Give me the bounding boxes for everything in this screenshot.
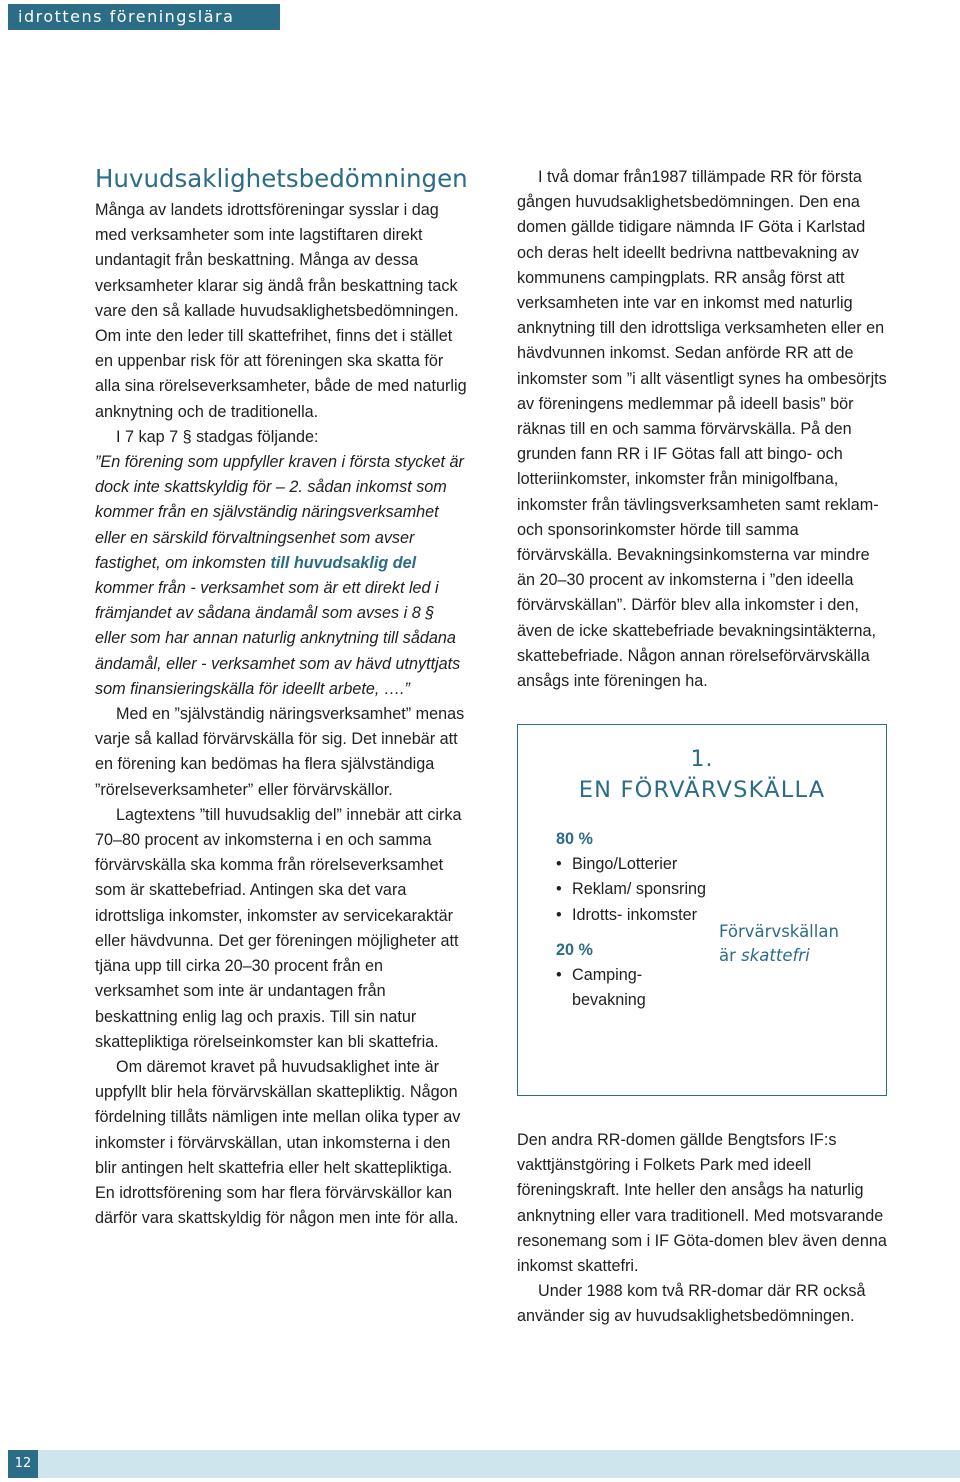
law-quote-part-b: kommer från - verksamhet som är ett direkt led i främjandet av sådana ändamål som avses i 8 § eller som har annan naturlig anknytning till sådana ändamål, eller - verksamhet som av hävd utnyttjats som finansieringskälla för ideellt arbete, ….”: [95, 579, 461, 698]
page-number: 12: [8, 1450, 38, 1478]
list-item-text: Idrotts- inkomster: [572, 905, 698, 924]
list-item-text: Bingo/Lotterier: [572, 855, 678, 874]
list-item-text: Reklam/ sponsring: [572, 880, 707, 899]
info-box-title: EN FÖRVÄRVSKÄLLA: [578, 777, 826, 803]
income-list: [556, 827, 716, 1013]
info-box-number: 1.: [690, 747, 714, 772]
bullet-icon: •: [556, 905, 562, 924]
footer-band: [8, 1450, 960, 1478]
income-list-group1: [556, 852, 716, 928]
bullet-icon: •: [556, 966, 562, 985]
info-box-forvarvskalla: [517, 724, 887, 1096]
bullet-icon: •: [556, 855, 562, 874]
law-quote: [95, 450, 467, 702]
conclusion-line-2b: skattefri: [741, 946, 810, 965]
bullet-icon: •: [556, 880, 562, 899]
paragraph-law-intro: I 7 kap 7 § stadgas följande:: [116, 427, 319, 446]
paragraph-intro: Många av landets idrottsföreningar sysslar i dag med verksamheter som inte lagstiftaren direkt undantagit från beskattning. Många av dessa verksamheter klarar sig ändå från beskattning tack vare den så kallade huvudsaklighetsbedömningen. Om inte den leder till skattefrihet, finns det i stället en uppenbar risk för att föreningen ska skatta för alla sina rörelseverksamheter, både de med naturlig anknytning och de traditionella.: [95, 201, 467, 421]
paragraph-naringsverksamhet: Med en ”självständig näringsverksamhet” menas varje så kallad förvärvskälla för sig. Det innebär att en förening kan bedömas ha flera självständiga ”rörelseverksamheter” eller förvärvskällor.: [95, 705, 465, 799]
paragraph-1988: Under 1988 kom två RR-domar där RR också använder sig av huvudsaklighetsbedömningen.: [517, 1282, 866, 1326]
paragraph-huvudsaklighet: Om däremot kravet på huvudsaklighet inte är uppfyllt blir hela förvärvskällan skattepliktig. Någon fördelning tillåts nämligen inte mellan olika typer av inkomster i förvärvskällan, utan inkomsterna i den blir antingen helt skattefria eller helt skattepliktiga. En idrottsförening som har flera förvärvskällor kan därför vara skattskyldig för någon men inte för alla.: [95, 1057, 461, 1228]
list-item: [556, 877, 716, 902]
conclusion-line-1: Förvärvskällan: [719, 922, 839, 941]
info-box-conclusion: [719, 920, 879, 968]
income-list-group2: [556, 963, 716, 1013]
running-header: idrottens föreningslära: [8, 4, 280, 30]
section-title: Huvudsaklighetsbedömningen: [95, 164, 468, 193]
right-column: [517, 165, 889, 694]
paragraph-lagtext: Lagtextens ”till huvudsaklig del” innebär att cirka 70–80 procent av inkomsterna i en och samma förvärvskälla ska komma från rörelseverksamhet som är skattebefriad. Antingen ska det vara idrottsliga inkomster, inkomster av servicekaraktär eller hävdvunna. Det ger föreningen möjligheter att tjäna upp till cirka 20–30 procent från en verksamhet som inte är undantagen från beskattning enlig lag och praxis. Till sin natur skattepliktiga rörelseinkomster kan bli skattefria.: [95, 805, 462, 1051]
paragraph-rr-domar: I två domar från1987 tillämpade RR för första gången huvudsaklighetsbedömningen. Den ena domen gällde tidigare nämnda IF Göta i Karlstad och deras helt ideellt bedrivna nattbevakning av kommunens campingplats. RR ansåg först att verksamheten inte var en inkomst med naturlig anknytning till den idrottsliga verksamheten eller en hävdvunnen inkomst. Sedan anförde RR att de inkomster som ”i allt väsentligt synes ha ombesörjts av föreningens medlemmar på ideell basis” bör räknas till en och samma förvärvskälla. På den grunden fann RR i IF Götas fall att bingo- och lotteriinkomster, inkomster från minigolfbana, inkomster från tävlingsverksamheten samt reklam- och sponsorinkomster hörde till samma förvärvskälla. Bevakningsinkomsterna var mindre än 20–30 procent av inkomsterna i ”den ideella förvärvskällan”. Därför blev alla inkomster i den, även de icke skattebefriade bevakningsintäkterna, skattebefriade. Någon annan rörelseförvärvskälla ansågs inte föreningen ha.: [517, 168, 887, 691]
percent-label-80: 80 %: [556, 830, 593, 848]
list-item: [556, 963, 716, 1013]
list-item: [556, 852, 716, 877]
list-item: [556, 903, 716, 928]
law-quote-part-a: ”En förening som uppfyller kraven i första stycket är dock inte skattskyldig för – 2. sådan inkomst som kommer från en självständig näringsverksamhet eller en särskild förvaltningsenhet som avser fastighet, om inkomsten: [95, 453, 464, 572]
paragraph-bengtsfors: Den andra RR-domen gällde Bengtsfors IF:s vakttjänstgöring i Folkets Park med ideell föreningskraft. Inte heller den ansågs ha naturlig anknytning eller vara traditionell. Med motsvarande resonemang som i IF Göta-domen blev även denna inkomst skattefri.: [517, 1131, 887, 1276]
list-item-text: Camping- bevakning: [572, 966, 646, 1010]
left-column: [95, 163, 467, 1231]
law-quote-emphasis: till huvudsaklig del: [270, 553, 417, 572]
percent-label-20: 20 %: [556, 940, 593, 959]
right-column-bottom: [517, 1128, 889, 1330]
conclusion-line-2a: är: [719, 946, 742, 965]
